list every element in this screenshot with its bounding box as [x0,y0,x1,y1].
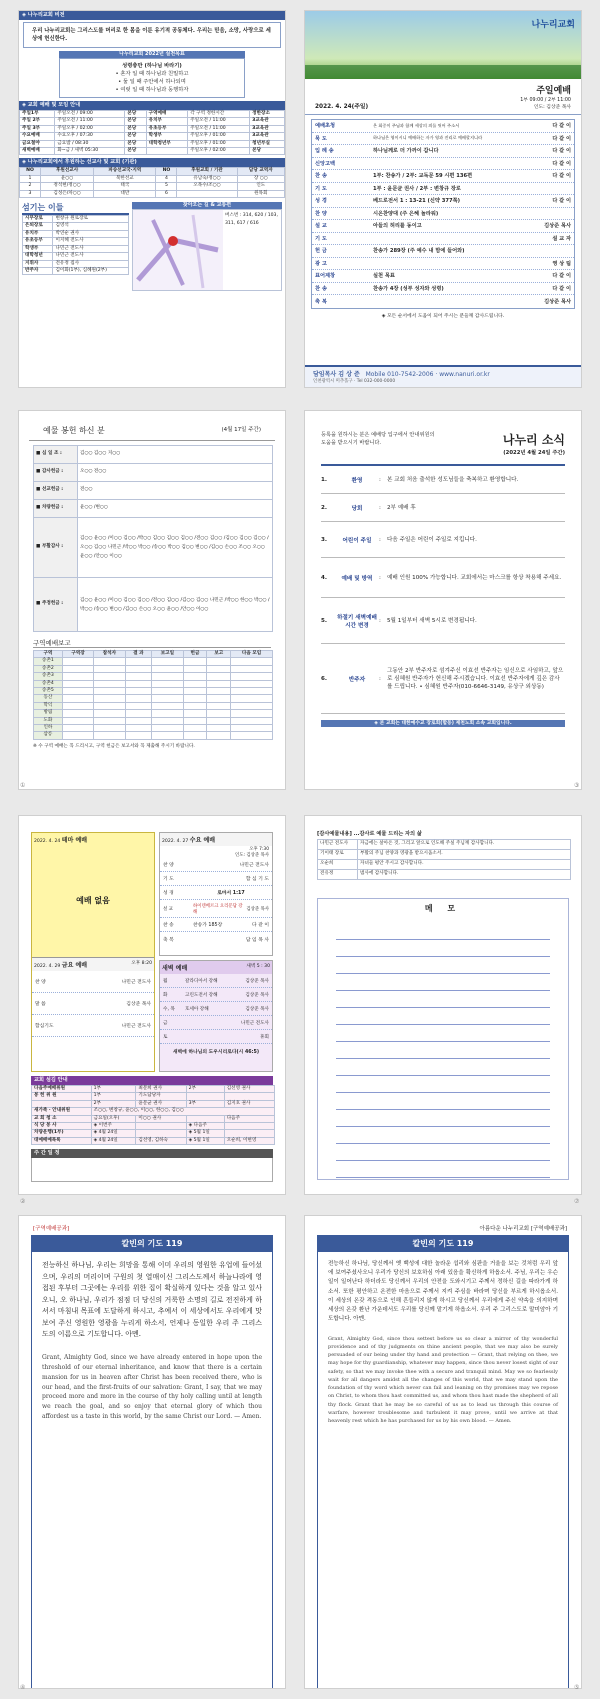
table-row: 3 김성은/차○○ 대만 6 원목회 [20,190,285,197]
staff-table [22,215,129,275]
table-row: 송촌2 [34,665,273,672]
news-list [321,464,565,714]
service-title: 주일예배 [536,86,571,96]
list-item: 토 휴회 [160,1030,272,1044]
goal-1: • 혼자 일 때 하나님과 친밀하고 [115,71,189,77]
thanks-title: [감사예물내용] ...감사로 예물 드리는 자의 삶 [317,831,422,837]
list-item: 설 교 하이덴베르크 요리문답 강해 김상준 목사 [160,900,272,918]
table-row: 전유정 범사에 감사합니다. [318,870,571,880]
prayer-title: 칼빈의 기도 119 [31,1235,273,1252]
schedule-table [19,110,285,155]
list-item: 묵 도 하나님은 영이시니 예배하는 자가 영과 진리로 예배할지니라 다 같 이 [312,133,574,146]
prayer-page-right [304,1215,582,1689]
wednesday-worship-box: 2022. 4. 27 수요 예배 오후 7:30 인도: 김상준 목사 찬 양 나민근 전도사 기 도 합 심 기 도 성 경 로마서 1:17 설 교 하이덴베르크 요리문답 강해 김상준 목사 찬 송 찬송가 185장 다 같 이 축 복 담 임 목 사 [159,832,273,956]
table-row: 방림 [34,710,273,717]
table-row: 기이태 장로 부활의 주님 찬양과 영광을 받으시옵소서. [318,850,571,860]
church-name: 나누리교회 [531,20,575,30]
mission-header: ◈ 나누리교회에서 후원하는 선교사 및 교회 (기관) [19,158,285,167]
memo-page [304,815,582,1195]
order-of-worship [311,119,575,309]
theme-worship-box: 2022. 4. 24 테마 예배 예배 없음 2022. 4. 29 금요 예배 오후 8:20 찬 양 나민근 전도사 말 씀 김상준 목사 합심기도 나민근 전도사 [31,832,155,1072]
list-item: 축 복 김상준 목사 [315,298,571,305]
list-item: 헌 금 찬송가 289장 (주 예수 내 맘에 들어와) [312,245,574,258]
news-footer-note: ◈ 본 교회는 대한예수교 장로회(합동) 제천노회 소속 교회입니다. [321,720,565,727]
mission-table [19,167,285,198]
staff-title: 섬기는 이들 [22,202,129,215]
list-item: 설 교 아들의 허리를 동이고 김상준 목사 [312,220,574,233]
table-row: 대예배예목록 ◈ 4월 24일 김선영, 김하숙 ◈ 5월 1일 오순희, 이현영 [32,1137,275,1144]
list-item: 성 경 로마서 1:17 [160,886,272,900]
offering-page [18,410,286,790]
registration-info: 등록을 원하시는 분은 예배당 입구에서 안내위원의 도움을 받으시기 바랍니다. [321,432,435,446]
contact-info: Mobile 010-7542-2006 · www.nanuri.or.kr [365,371,490,378]
list-item: 광 고 영 상 팀 [312,258,574,271]
page-number: ② [20,1198,26,1205]
prayer-english-2: Grant, Almighty God, since thou settest before us so clear a mirror of thy wonderful providence and of thy judgments on thine ancient people, that we may also be surely persuaded of our being under thy hand and protection — Grant, that relying on thee, we may hope for thy guardianship, whatever may happen, since thou never losest sight of our safety, so that we may invoke thee with a secure and tranquil mind. May we so fearlessly wait for all dangers amidst all the changes of this world, that we may stand upon the foundation of thy word which never can fail and leaning on thy promises may we repose on Christ, to whom thou hast committed us, and whom thou hast made the shepherd of all thy flock. Grant that he may be so careful of us as to lead us through this course of warfare, however troublesome and turbulent it may prove, until we arrive at that heavenly rest which he has purchased for us by his own blood. — Amen. [328,1335,558,1425]
list-item: 찬 양 시온찬양대 (주 은혜 놀라워) [312,208,574,221]
table-row: 인하 [34,725,273,732]
prayer-title-2: 칼빈의 기도 119 [317,1235,569,1252]
duty-header: 교회 섬김 안내 [31,1076,273,1085]
thanks-table [317,839,571,880]
memo-lines [336,923,550,1178]
table-row: 식 당 봉 사 ◈ 이번주 ◈ 다음주 [32,1123,275,1130]
list-item: 성 경 베드로전서 1 : 13-21 (신약 377쪽) 다 같 이 [312,195,574,208]
table-row: 송촌4 [34,680,273,687]
table-row: 나민근 전도사 자금에는 살아온 것, 그리고 앞으로 인도해 주실 주님께 감사합니다. [318,840,571,850]
table-row: 학생부 나민근 전도사 [23,245,129,252]
list-item: 6. 반주자 : 그동안 2부 반주자로 섬겨주신 이효선 반주자는 임신으로 사임하고, 앞으로 심혜원 반주자가 헌신해 주시겠습니다. 이효선 반주자에게 깊은 감사를 드립니다. • 심혜원 반주자(010-6646-3149, 유상구 외상동) [321,644,565,714]
list-item: 기 도 합 심 기 도 [160,872,272,886]
table-row: 수요예배 수요오후 / 07:30 본당 학생부 주일오후 / 01:00 3교육관 [20,133,285,140]
table-row: 대학청년 나민근 전도사 [23,253,129,260]
table-row: 학익 [34,702,273,709]
table-row: 교 회 청 소 금요일(오후) 이○○ 권사 다음주 [32,1115,275,1122]
table-row: ■ 주정헌금 : 김○○ 윤○○ /이○○ 김○○ 김○○ /전○○ 김○○ /김○○ 김○○ 나민근 /박○○ 한○○ 박○○ /박○○ /송○○ 변○○ /김○○ 손○○ 오○○ 윤○○ /안○○ 이○○ [34,578,273,632]
list-item: 기 도 1부 : 윤문균 권사 / 2부 : 변창규 장로 [312,183,574,196]
table-row: 유초등부 이지혜 전도사 [23,238,129,245]
prayer-korean: 전능하신 하나님, 우리는 희망을 통해 이미 우리의 영원한 유업에 들어섰으며, 우리의 머리이며 구원의 첫 열매이신 그리스도께서 하늘나라에 영접된 후부터 그곳에는 우리를 위한 집이 확실하게 있다는 것을 알고 있사오니, 오 하나님, 우리가 점점 더 당신의 거룩한 소명의 길로 전진하게 하셔서 마침내 목표에 도달하게 하시고, 추예서 이 세상에서도 우리에게 맛보여 주신 영원한 영광을 누리게 하소서, 언제나 동일한 우리 주 그리스도의 이름으로 기도합니다. 아멘. [42,1261,262,1339]
goal-title: 나누리교회 2022년 실천목표 [59,51,245,58]
table-row: 송촌5 [34,688,273,695]
table-row: 봉 헌 위 원 1부 기도담당자 [32,1093,275,1100]
table-row: 2 정석현/정○○ 태국 5 오목수/조○○ 인도 [20,183,285,190]
list-item: 찬 양 나민근 전도사 [32,971,154,993]
table-row: 차량운행(1부) ◈ 4월 24일 ◈ 5월 1일 [32,1130,275,1137]
table-row: ■ 선교헌금 : 전○○ [34,482,273,500]
news-date: (2022년 4월 24일 주간) [503,450,565,456]
map-section [129,202,285,291]
offering-title: 예물 봉헌 하신 분 [43,426,105,435]
bulletin-back-page [18,10,286,388]
list-item: 찬 양 나민근 전도사 [160,858,272,872]
duty-table [31,1085,275,1145]
map-image [133,210,223,290]
list-item: 수, 목 호세아 강해 김상준 목사 [160,1002,272,1016]
table-row: 새벽예배 화~금 / 새벽 05:30 본당 주일오후 / 02:00 본당 [20,148,285,155]
prayer-korean-2: 전능하신 하나님, 당신께서 옛 백성에 대한 놀라운 섭리와 심판을 거울을 보는 것처럼 우리 앞에 보여주셨사오니 우리가 당신의 보호하심 아래 있음을 확신하게 하옵소서. 주님, 우리는 우슨 일이 일어난다 하더라도 당신께서 우리의 안전을 도와시기고 주께서 정하신 길을 따라가게 하소서. 또한 평안하고 온전한 마음으로 주께서 지켜 주심을 바라며 당신을 부르게 하시옵소서. 이 세상의 온갖 격동으로 인해 흔들리지 않게 하시고 당신께서 우리에게 주신 약속을 의지하며 세상의 온갖 환난 가운데서도 우리를 당신께 맡기게 하옵소서. 우리 주 그리스도로 말미암아 기도합니다. 아멘. [328,1261,558,1323]
list-item: 합심기도 나민근 전도사 [32,1015,154,1037]
staff-section [19,202,129,291]
list-item: 2. 당회 : 2부 예배 후 [321,494,565,522]
prayer-page-left [18,1215,286,1689]
prayer-english: Grant, Almighty God, since we have already entered in hope upon the threshold of our eternal inheritance, and know that there is a certain mansion for us in heaven after Christ has been received there, who is our head, and the first-fruits of our salvation: Grant, I say, that we may proceed more and more in the course of thy holy calling until at length we reach the goal, and so enjoy that eternal glory of which thou affordest us a taste in this world, by the same Christ our Lord. — Amen. [42,1353,262,1421]
order-note: ◈ 모든 순서에서 도움이 되어 주시는 분들께 감사드립니다. [381,313,505,319]
bus-info: 버스번 : 314, 620 / 103, 311, 617 / 616 [225,213,278,227]
goal-box [59,58,245,98]
list-item: 월 갈라디아서 강해 김상준 목사 [160,974,272,988]
page-number: ⑤ [574,1684,580,1691]
list-item: 찬 송 찬송가 4장 (성부 성자와 성령) 다 같 이 [312,283,574,296]
memo-box [317,898,569,1180]
list-item: 5. 하절기 새벽예배 시간 변경 : 5월 1일부터 새벽 5시로 변경됩니다. [321,598,565,644]
list-item: 찬 송 찬송가 185장 다 같 이 [160,918,272,932]
list-item: 화 고린도전서 강해 김상준 목사 [160,988,272,1002]
table-row: 반주자 김이화(1부), 심혜원(2부) [23,267,129,274]
goal-sub: 성령충만 (하나님 바라기) [122,63,182,69]
table-header-row: NO 후원선교사 파송선교국·지역 NO 후원교회 / 기관 담당 교역자 [20,168,285,175]
news-page [304,410,582,790]
goal-3: • 여럿 일 때 하나님과 동행하자 [115,87,189,93]
list-item: 4. 예배 및 방역 : 예배 인원 100% 가능합니다. 교회에서는 마스크를 항상 착용해 주세요. [321,558,565,598]
list-item: 금 나민근 전도사 [160,1016,272,1030]
list-item: 축 복 담 임 목 사 [163,937,269,943]
dawn-worship-box: 새벽 예배 새벽 5 : 30 월 갈라디아서 강해 김상준 목사 화 고린도전서 강해 김상준 목사 수, 목 호세아 강해 김상준 목사 금 나민근 전도사 토 휴회 새벽에 하나님의 도우시리로다(시 46:5) [159,960,273,1072]
friday-worship-box: 2022. 4. 29 금요 예배 오후 8:20 찬 양 나민근 전도사 말 씀 김상준 목사 합심기도 나민근 전도사 [32,957,154,1071]
table-row: ■ 감사헌금 : 오○○ 전○○ [34,464,273,482]
table-row: 동산 [34,695,273,702]
weekly-schedule-header: 주 간 일 정 [31,1149,273,1158]
service-date: 2022. 4. 24(주일) [315,104,369,110]
table-row: 금요철야 금요밤 / 08:30 본당 대학청년부 주일오후 / 01:00 청년부실 [20,140,285,147]
page-number: ⑦ [574,1198,580,1205]
cover-footer [305,365,581,387]
table-row: 시무장로 변창규 원로장로 [23,216,129,223]
list-item: 예배초청 온 회중이 주님과 함께 세상의 죄를 씻어 주소서 다 같 이 [312,120,574,133]
offering-date: (4월 17일 주간) [221,427,261,433]
no-worship-label: 예배 없음 [76,896,110,905]
dawn-verse: 새벽에 하나님의 도우시리로다(시 46:5) [172,1050,260,1055]
service-leader: 인도: 김상준 목사 [533,105,571,110]
table-row: 송촌1 [34,658,273,665]
table-row: 지휘자 전유정 집사 [23,260,129,267]
table-row: ■ 십 일 조 : 김○○ 김○○ 지○○ [34,446,273,464]
table-header-row: 구역 구역장 참석자 결 과 보고일 헌금 보고 다음 모임 [34,651,273,658]
memo-title: 메 모 [424,904,462,913]
list-item: 입 례 송 하나님께로 더 가까이 갑니다 다 같 이 [312,145,574,158]
study-tag-2: 아름다운 나누리교회 [구역예배공과] [479,1226,567,1232]
offering-table [33,445,273,632]
pastor-name: 담임목사 김 상 준 [313,371,360,378]
list-item: 1. 환영 : 본 교회 처음 출석한 성도님들을 축복하고 환영합니다. [321,466,565,494]
service-times: 1부 09:00 / 2부 11:00 [520,98,571,103]
table-row: 오순희 자녀들 평안 주시고 감사합니다. [318,860,571,870]
news-title: 나누리 소식 [502,433,565,447]
vision-text: 우리 나누리교회는 그리스도를 머리로 한 몸을 이룬 유기적 공동체다. 우리는 믿음, 소망, 사랑으로 세상에 헌신한다. [23,22,281,48]
schedule-header: ◈ 교회 예배 및 모임 안내 [19,101,285,110]
cover-banner [305,11,581,79]
table-row: 주일 2부 주일오전 / 11:00 본당 유치부 주일오전 / 11:00 3교육관 [20,118,285,125]
list-item: 신앙고백 다 같 이 [312,158,574,171]
table-row: ■ 부활감사 : 김○○ 윤○○ /이○○ 김○○ /박○○ 김○○ 김○○ 김○○ /전○○ 김○○ /김○○ 김○○ 김○○ /오○○ 김○○ 나민근 /박○○ 박○○ /송○○ 박○○ 김○○ 변○○ /김○○ 손○○ 조○○ 오○○ 윤○○ /안○○ 이○○ [34,518,273,578]
table-row: 1 윤○○ 북한선교 4 유남숙/정○○ 장 ○○ [20,175,285,182]
page-number: ③ [574,782,580,789]
study-tag: [구역예배공과] [33,1226,70,1232]
list-item: 기 도 설 교 자 [312,233,574,246]
table-row: 은퇴장로 김영석 [23,223,129,230]
table-row: 주일1부 주일오전 / 09:00 본당 구역예배 각 구역 정한시간 정한장소 [20,111,285,118]
bulletin-cover-page [304,10,582,388]
cell-report-title: 구역예배보고 [33,638,271,648]
table-row: 2부 윤문균 권사 3부 김지호 권사 [32,1100,275,1107]
table-row: 주일 3부 주일오후 / 02:00 본당 유초등부 주일오전 / 11:00 3교육관 [20,125,285,132]
map-title: 찾아오는 길 & 교통편 [132,202,282,209]
table-row: 유치부 박연순 권사 [23,230,129,237]
worship-schedule-page [18,815,286,1195]
list-item: 표어제창 실천 목표 다 같 이 [312,270,574,283]
list-item: 3. 어린이 주일 : 다음 주일은 어린이 주일로 지킵니다. [321,522,565,558]
table-row: ■ 차량헌금 : 윤○○ /변○○ [34,500,273,518]
table-row: 삼릉 [34,732,273,739]
weekly-schedule-box [31,1158,273,1182]
table-row: 새가족 · 안내위원 조○○, 변창규, 윤○○, 이○○, 한○○, 김○○ [32,1108,275,1115]
vision-header: ◈ 나누리교회 비전 [19,11,285,20]
address: 인천광역시 미추홀구 · Tel 032-000-0000 [313,379,396,384]
cell-report-note: ※ 수 구역 예배는 꼭 드리시고, 구역 헌금은 보고서와 꼭 제출해 주시기 바랍니다. [33,743,195,749]
goal-2: • 둘 일 때 주안에서 하나되며 [118,79,186,85]
page-number: ④ [20,1684,26,1691]
page-number: ① [20,782,26,789]
table-row: 다음주예배위원 1부 최문희 권사 2부 김선영 권사 [32,1086,275,1093]
table-row: 도화 [34,717,273,724]
list-item: 말 씀 김상준 목사 [32,993,154,1015]
cell-report-table [33,650,273,740]
table-row: 송촌3 [34,673,273,680]
list-item: 찬 송 1부: 찬송가 / 2부: 교독문 59 시편 136편 다 같 이 [312,170,574,183]
